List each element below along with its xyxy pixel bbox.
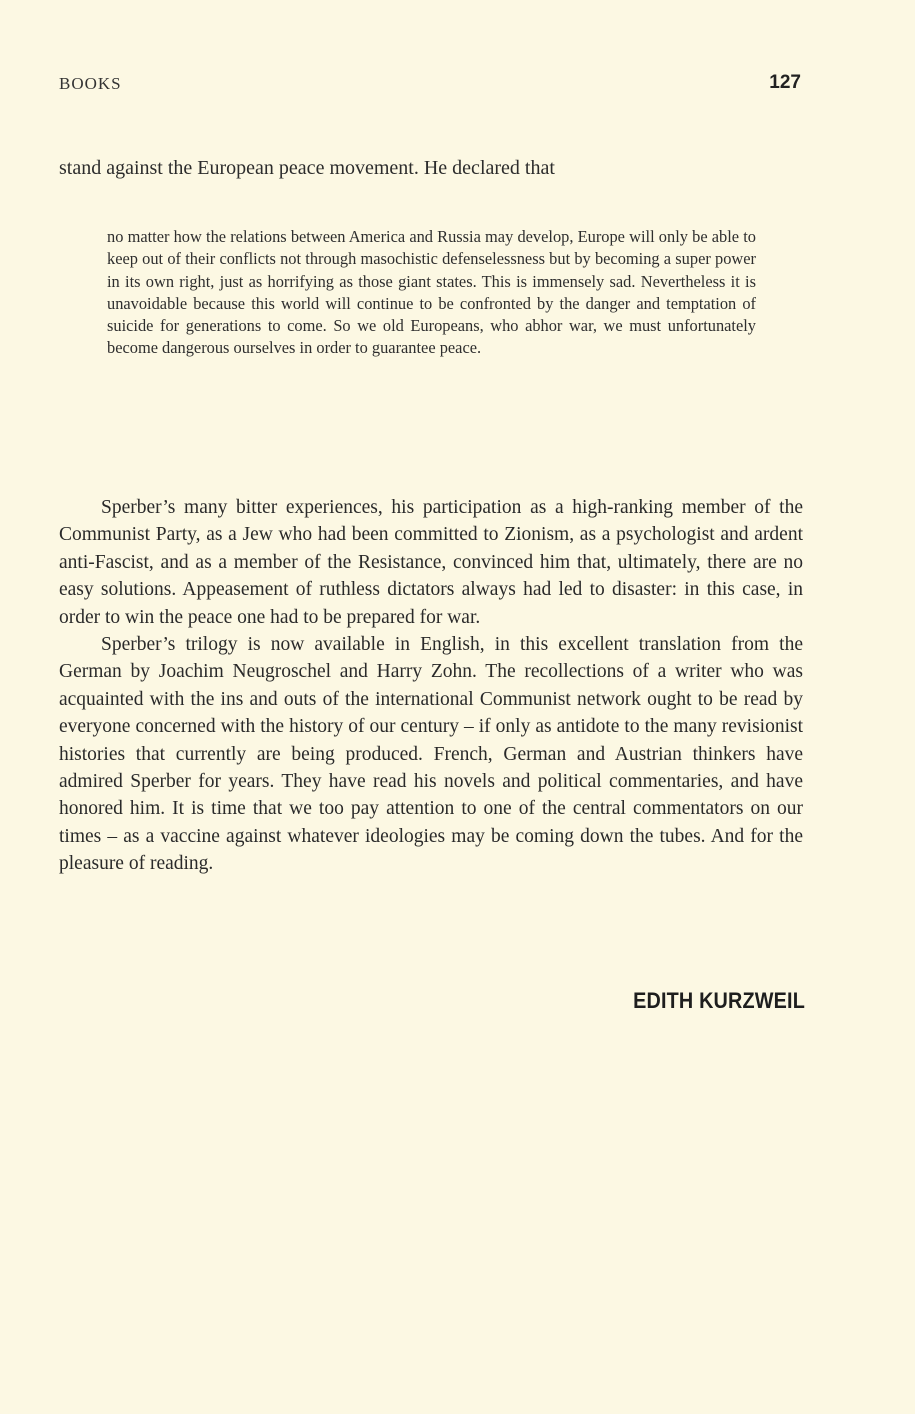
lead-in-text: stand against the European peace movement. He declared that xyxy=(59,157,555,179)
paragraph: Sperber’s trilogy is now available in English, in this excellent translation from the German by Joachim Neugroschel and Harry Zohn. The recollections of a writer who was acquainted with the ins and outs of the international Communist network ought to be read by everyone concerned with the history of our century – if only as antidote to the many revisionist histories that currently are being produced. French, German and Austrian thinkers have admired Sperber for years. They have read his novels and political commentaries, and have honored him. It is time that we too pay attention to one of the central commentators on our times – as a vaccine against whatever ideologies may be coming down the tubes. And for the pleasure of reading. xyxy=(59,634,803,875)
running-head xyxy=(59,74,801,100)
author-byline: EDITH KURZWEIL xyxy=(633,988,805,1013)
page-number: 127 xyxy=(769,72,801,93)
section-label: BOOKS xyxy=(59,74,122,93)
paragraph: Sperber’s many bitter experiences, his participation as a high-ranking member of the Communist Party, as a Jew who had been committed to Zionism, as a psychologist and ardent anti-Fascist, and as a member of the Resistance, convinced him that, ultimately, there are no easy solutions. Appeasement of ruthless dictators always had led to disaster: in this case, in order to win the peace one had to be prepared for war. xyxy=(59,497,803,628)
body-text xyxy=(59,494,803,878)
block-quote: no matter how the relations between America and Russia may develop, Europe will only be able to keep out of their conflicts not through masochistic defenselessness but by becoming a super power in its own right, just as horrifying as those giant states. This is immensely sad. Nevertheless it is unavoidable because this world will continue to be confronted by the danger and temptation of suicide for generations to come. So we old Europeans, who abhor war, we must unfortunately become dangerous ourselves in order to guarantee peace. xyxy=(107,227,756,358)
